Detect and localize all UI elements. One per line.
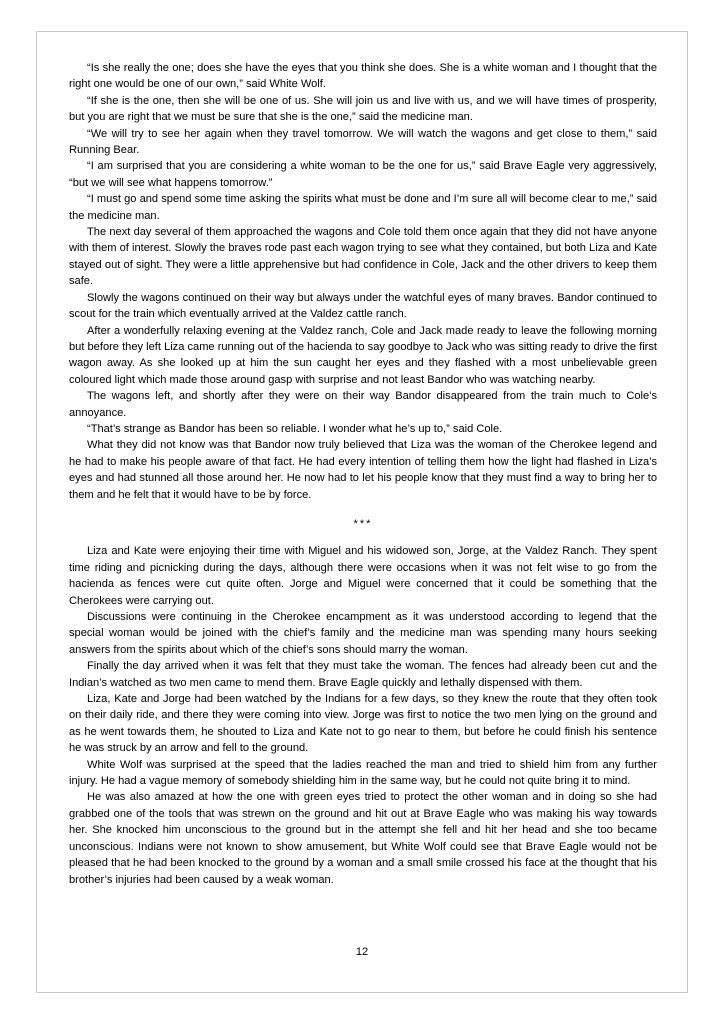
- paragraph: Liza and Kate were enjoying their time with Miguel and his widowed son, Jorge, at the Valdez Ranch. They spent time riding and picnicking during the days, although there were occasions when it was not felt wise to go from the hacienda as fences were cut quite often. Jorge and Miguel were concerned that it could be something that the Cherokees were carrying out.: [69, 545, 657, 607]
- paragraph: “That’s strange as Bandor has been so reliable. I wonder what he’s up to,” said Cole.: [87, 422, 503, 435]
- paragraph: “I must go and spend some time asking the spirits what must be done and I’m sure all will become clear to me,” said the medicine man.: [69, 193, 657, 222]
- paragraph: White Wolf was surprised at the speed that the ladies reached the man and tried to shield him from any further injury. He had a vague memory of somebody shielding him in the same way, but he could not quite bring it to mind.: [69, 758, 657, 788]
- paragraph: “I am surprised that you are considering a white woman to be the one for us,” said Brave Eagle very aggressively, “but we will see what happens tomorrow.”: [69, 160, 657, 189]
- paragraph: He was also amazed at how the one with green eyes tried to protect the other woman and in doing so she had grabbed one of the tools that was strewn on the ground and hit out at Brave Eagle who was making his way towards her. She knocked him unconscious to the ground but in the attempt she fell and hit her head and she too became unconscious. Indians were not known to show amusement, but White Wolf could see that Brave Eagle would not be pleased that he had been knocked to the ground by a woman and a small smile crossed his face at the thought that his brother’s injuries had been caused by a weak woman.: [69, 791, 657, 886]
- paragraph: “Is she really the one; does she have the eyes that you think she does. She is a white woman and I thought that the right one would be one of our own,” said White Wolf.: [69, 62, 657, 91]
- paragraph: Slowly the wagons continued on their way but always under the watchful eyes of many braves. Bandor continued to scout for the train which eventually arrived at the Valdez cattle ranch.: [69, 291, 657, 321]
- page-content: [69, 60, 657, 888]
- paragraph: “If she is the one, then she will be one of us. She will join us and live with us, and we will have times of prosperity, but you are right that we must be sure that she is the one,” said the medicine man.: [69, 94, 657, 124]
- page-number: 12: [355, 946, 369, 958]
- paragraph: After a wonderfully relaxing evening at the Valdez ranch, Cole and Jack made ready to leave the following morning but before they left Liza came running out of the hacienda to say goodbye to Jack who was sitting ready to drive the first wagon away. As she looked up at him the sun caught her eyes and they flashed with a most unbelievable green coloured light which made those around gasp with surprise and not least Bandor who was watching nearby.: [69, 324, 657, 386]
- paragraph: What they did not know was that Bandor now truly believed that Liza was the woman of the Cherokee legend and he had to make his people aware of that fact. He had every intention of telling them how the light had flashed in Liza’s eyes and had stunned all those around her. He now had to let his people know that they must find a way to bring her to them and he felt that it would have to be by force.: [69, 439, 657, 501]
- paragraph: Finally the day arrived when it was felt that they must take the woman. The fences had already been cut and the Indian’s watched as two men came to mend them. Brave Eagle quickly and lethally dispensed with them.: [69, 660, 657, 689]
- paragraph: The wagons left, and shortly after they were on their way Bandor disappeared from the train much to Cole’s annoyance.: [69, 390, 657, 419]
- section-break: ***: [353, 517, 373, 530]
- paragraph: “We will try to see her again when they travel tomorrow. We will watch the wagons and get close to them,” said Running Bear.: [69, 127, 657, 157]
- paragraph: Discussions were continuing in the Cherokee encampment as it was understood according to legend that the special woman would be joined with the chief’s family and the medicine man was spending many hours seeking answers from the spirits about which of the chief’s sons should marry the woman.: [69, 611, 657, 656]
- paragraph: The next day several of them approached the wagons and Cole told them once again that they did not have anyone with them of interest. Slowly the braves rode past each wagon trying to see what they contained, but both Liza and Kate stayed out of sight. They were a little apprehensive but had confidence in Cole, Jack and the other drivers to keep them safe.: [69, 226, 657, 288]
- paragraph: Liza, Kate and Jorge had been watched by the Indians for a few days, so they knew the route that they often took on their daily ride, and there they were coming into view. Jorge was first to notice the two men lying on the ground and as he went towards them, he shouted to Liza and Kate not to go near to them, but before he could finish his sentence he was struck by an arrow and fell to the ground.: [69, 693, 657, 755]
